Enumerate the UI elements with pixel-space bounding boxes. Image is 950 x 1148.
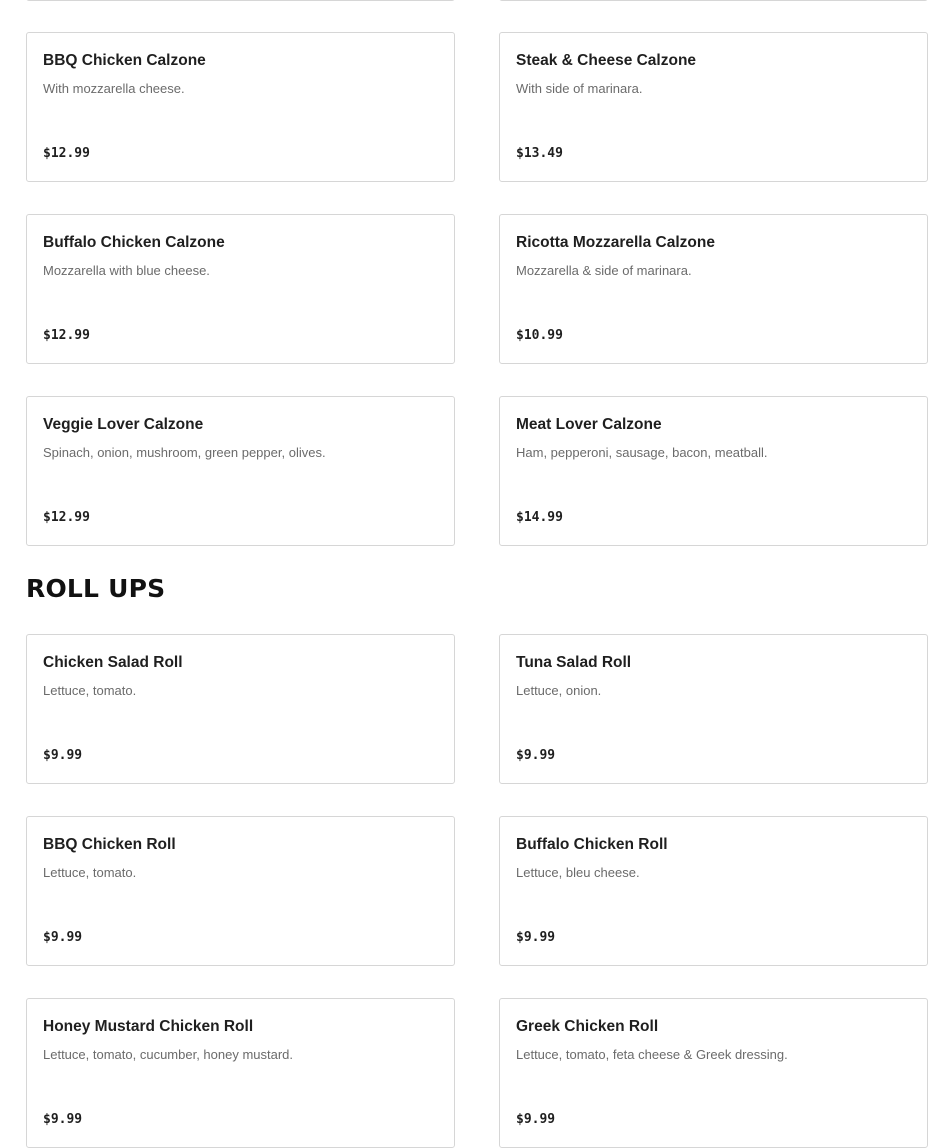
menu-item-name: Steak & Cheese Calzone: [516, 52, 697, 69]
previous-menu-item-card-edge[interactable]: [499, 0, 928, 1]
menu-item-price: $9.99: [516, 1112, 556, 1127]
menu-item-description: Lettuce, bleu cheese.: [516, 865, 640, 880]
menu-item-description: Mozzarella & side of marinara.: [516, 263, 692, 278]
menu-item-price: $10.99: [516, 328, 563, 343]
roll-ups-menu-grid: [26, 634, 928, 1148]
menu-item-price: $13.49: [516, 146, 563, 161]
menu-item-name: Meat Lover Calzone: [516, 416, 662, 433]
menu-item-name: BBQ Chicken Roll: [43, 836, 176, 853]
menu-item-description: With side of marinara.: [516, 81, 643, 96]
menu-item-description: Lettuce, tomato, cucumber, honey mustard.: [43, 1047, 294, 1062]
section-title-roll-ups: ROLL UPS: [26, 574, 166, 603]
menu-item-greek-chicken-roll[interactable]: [499, 998, 928, 1148]
menu-item-description: Mozzarella with blue cheese.: [43, 263, 210, 278]
previous-menu-item-card-edge[interactable]: [26, 0, 455, 1]
menu-item-price: $9.99: [516, 748, 556, 763]
menu-item-meat-lover-calzone[interactable]: [499, 396, 928, 546]
menu-item-price: $12.99: [43, 328, 90, 343]
menu-item-name: Greek Chicken Roll: [516, 1018, 659, 1035]
menu-item-chicken-salad-roll[interactable]: [26, 634, 455, 784]
menu-item-name: Tuna Salad Roll: [516, 654, 632, 671]
calzone-menu-grid: [26, 32, 928, 546]
menu-item-description: Spinach, onion, mushroom, green pepper, olives.: [43, 445, 326, 460]
menu-item-buffalo-chicken-roll[interactable]: [499, 816, 928, 966]
menu-item-price: $12.99: [43, 510, 90, 525]
menu-item-price: $9.99: [516, 930, 556, 945]
menu-item-description: Ham, pepperoni, sausage, bacon, meatball.: [516, 445, 768, 460]
menu-item-honey-mustard-chicken-roll[interactable]: [26, 998, 455, 1148]
menu-item-steak-cheese-calzone[interactable]: [499, 32, 928, 182]
menu-item-name: Buffalo Chicken Calzone: [43, 234, 225, 251]
menu-item-name: BBQ Chicken Calzone: [43, 52, 206, 69]
menu-item-price: $9.99: [43, 1112, 83, 1127]
menu-item-tuna-salad-roll[interactable]: [499, 634, 928, 784]
menu-item-name: Buffalo Chicken Roll: [516, 836, 668, 853]
menu-item-price: $12.99: [43, 146, 90, 161]
menu-item-description: Lettuce, tomato.: [43, 683, 137, 698]
menu-item-name: Chicken Salad Roll: [43, 654, 183, 671]
menu-item-name: Veggie Lover Calzone: [43, 416, 204, 433]
menu-item-ricotta-mozzarella-calzone[interactable]: [499, 214, 928, 364]
menu-item-description: Lettuce, onion.: [516, 683, 602, 698]
menu-item-description: With mozzarella cheese.: [43, 81, 185, 96]
menu-item-bbq-chicken-calzone[interactable]: [26, 32, 455, 182]
menu-item-description: Lettuce, tomato.: [43, 865, 137, 880]
menu-item-price: $9.99: [43, 748, 83, 763]
menu-item-buffalo-chicken-calzone[interactable]: [26, 214, 455, 364]
menu-item-description: Lettuce, tomato, feta cheese & Greek dressing.: [516, 1047, 788, 1062]
menu-item-veggie-lover-calzone[interactable]: [26, 396, 455, 546]
menu-item-price: $9.99: [43, 930, 83, 945]
menu-item-name: Honey Mustard Chicken Roll: [43, 1018, 254, 1035]
menu-item-name: Ricotta Mozzarella Calzone: [516, 234, 715, 251]
menu-item-price: $14.99: [516, 510, 563, 525]
menu-item-bbq-chicken-roll[interactable]: [26, 816, 455, 966]
